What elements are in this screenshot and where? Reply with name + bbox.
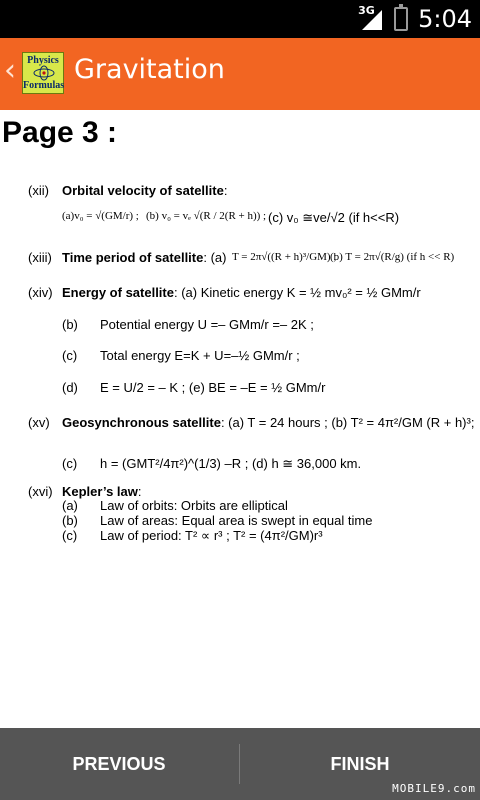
section-colon: : [137,484,142,499]
formula-page [0,110,480,728]
section-title: Time period of satellite [62,250,204,265]
formula-binding-energy: E = U/2 = – K ; (e) BE = –E = ½ GMm/r [100,380,326,395]
status-bar [0,0,480,38]
item-label: (b) [62,317,78,332]
page-heading: Page 3 : [2,116,118,149]
action-bar [0,38,480,110]
finish-button[interactable]: FINISH [330,753,390,774]
section-title: Energy of satellite [62,285,174,300]
logo-text-top: Physics [27,55,59,66]
section-title: Geosynchronous satellite [62,415,221,430]
section-number: (xvi) [28,484,53,499]
formula-orbital-velocity-c: (c) v₀ ≅ve/√2 (if h<<R) [268,210,400,225]
kepler-law-period: Law of period: T² ∝ r³ ; T² = (4π²/GM)r³ [100,528,323,543]
logo-text-bottom: Formulas [23,80,65,91]
section-heading [62,415,474,430]
kepler-law-orbits: Law of orbits: Orbits are elliptical [100,498,288,513]
screen-title: Gravitation [74,54,225,85]
battery-icon [394,7,408,31]
nav-divider [239,744,240,784]
back-chevron-icon[interactable]: ‹ [4,53,16,88]
section-number: (xii) [28,183,49,198]
formula-total-energy: Total energy E=K + U=–½ GMm/r ; [100,348,300,363]
section-colon: : [223,183,228,198]
atom-icon [33,65,55,81]
item-label: (c) [62,528,78,543]
item-label: (a) [62,498,78,513]
formula-time-period-b: (b) T = 2π√(R/g) (if h << R) [330,251,455,263]
network-type: 3G [358,4,375,17]
section-heading [62,285,421,300]
item-label: (b) [62,513,78,528]
formula-time-period-a: T = 2π√((R + h)³/GM) ; [232,251,337,263]
watermark: MOBILE9.com [392,782,476,795]
kepler-law-areas: Law of areas: Equal area is swept in equal time [100,513,373,528]
formula-orbital-velocity-b: (b) v₀ = vₑ √(R / 2(R + h)) ; [146,210,267,222]
section-title: Kepler’s law [62,484,138,499]
section-rest: : (a) T = 24 hours ; (b) T² = 4π²/GM (R + h)³; [220,415,475,430]
formula-orbital-velocity-a: (a)v₀ = √(GM/r) ; [62,210,139,222]
app-logo[interactable] [22,52,64,94]
section-rest: : (a) Kinetic energy K = ½ mv₀² = ½ GMm/r [173,285,421,300]
section-heading [62,484,142,499]
signal-3g-icon [358,6,384,32]
section-number: (xiv) [28,285,53,300]
previous-button[interactable]: PREVIOUS [72,753,166,774]
section-number: (xiii) [28,250,52,265]
clock: 5:04 [418,5,472,33]
section-heading [62,183,227,198]
section-title: Orbital velocity of satellite [62,183,224,198]
section-number: (xv) [28,415,50,430]
section-heading [62,250,226,265]
formula-potential-energy: Potential energy U =– GMm/r =– 2K ; [100,317,314,332]
formula-geosync-height: h = (GMT²/4π²)^(1/3) –R ; (d) h ≅ 36,000 km. [100,456,362,471]
item-label: (c) [62,456,78,471]
bottom-nav-bar [0,728,480,800]
section-rest: : (a) [203,250,227,265]
item-label: (d) [62,380,78,395]
item-label: (c) [62,348,78,363]
